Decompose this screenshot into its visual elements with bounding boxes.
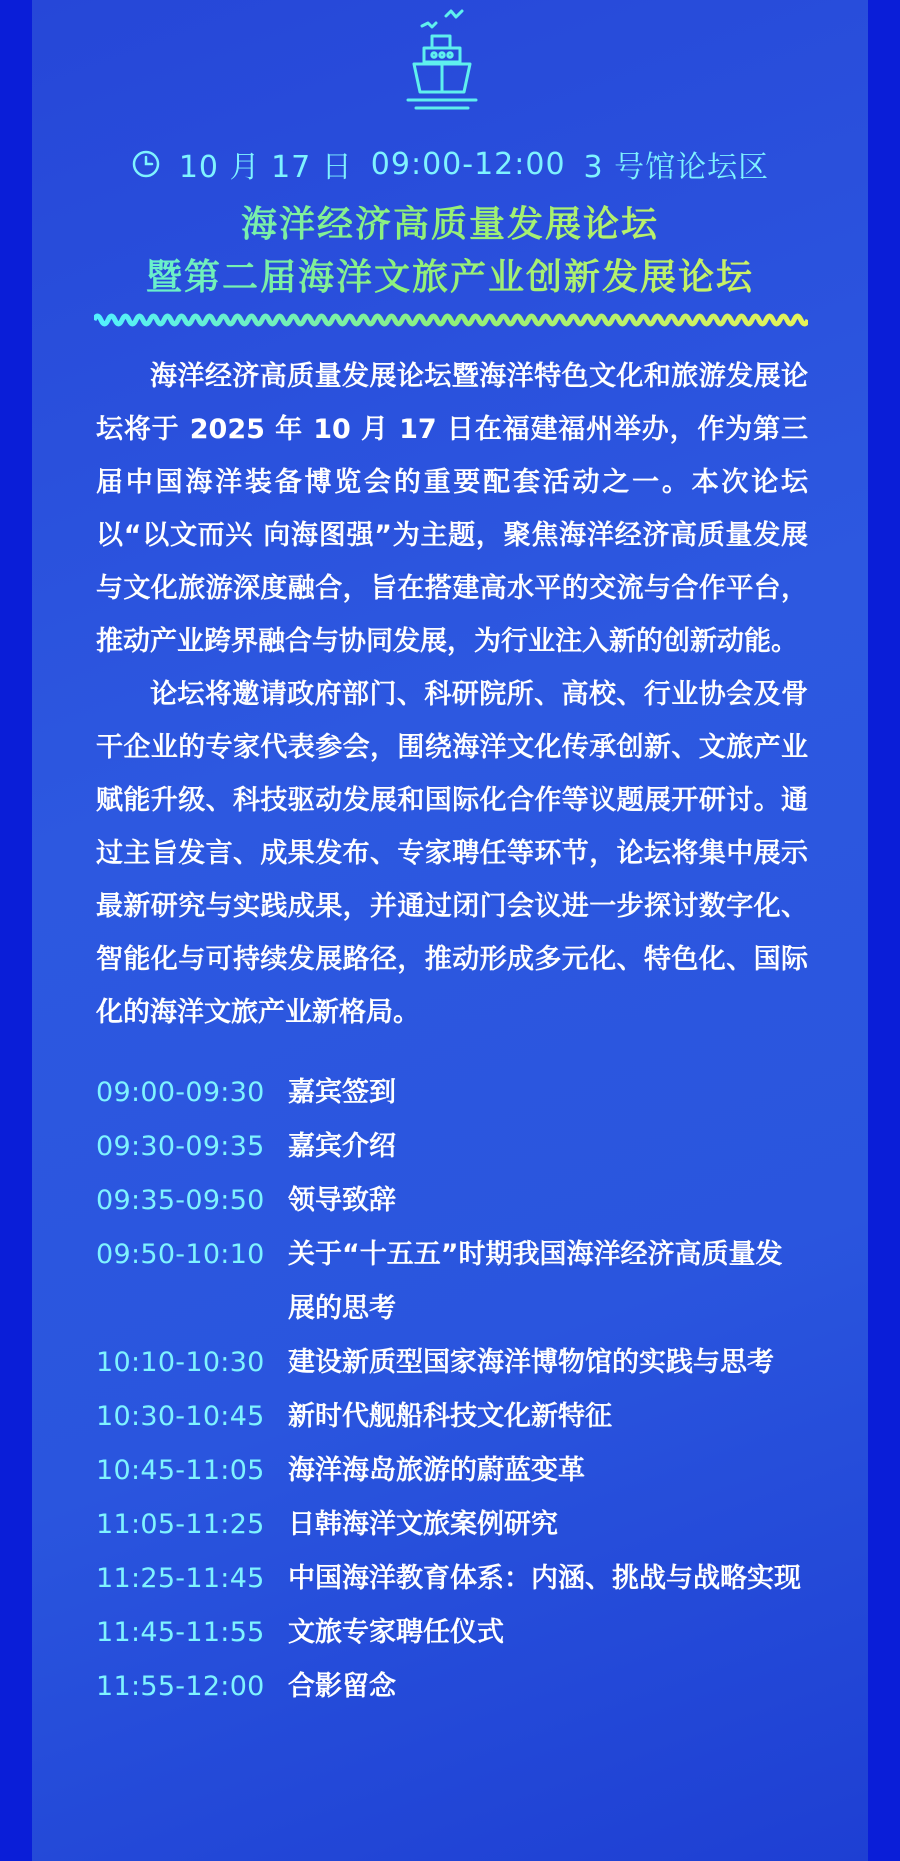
agenda-time: 11:25-11:45 xyxy=(96,1563,265,1594)
event-venue: 3 号馆论坛区 xyxy=(583,150,770,185)
clock-icon xyxy=(131,149,161,179)
event-meta xyxy=(0,142,900,186)
agenda-row xyxy=(96,1174,816,1228)
agenda-topic: 海洋海岛旅游的蔚蓝变革 xyxy=(288,1455,585,1486)
agenda-list xyxy=(96,1066,816,1714)
agenda-row xyxy=(96,1498,816,1552)
agenda-topic: 关于“十五五”时期我国海洋经济高质量发展的思考 xyxy=(288,1239,783,1324)
agenda-row xyxy=(96,1390,816,1444)
agenda-time: 09:00-09:30 xyxy=(96,1077,265,1108)
agenda-row xyxy=(96,1066,816,1120)
agenda-topic: 嘉宾介绍 xyxy=(288,1131,396,1162)
event-time: 09:00-12:00 xyxy=(370,146,566,182)
agenda-time: 10:45-11:05 xyxy=(96,1455,265,1486)
agenda-row xyxy=(96,1120,816,1174)
agenda-time: 09:30-09:35 xyxy=(96,1131,265,1162)
intro-paragraph-1: 海洋经济高质量发展论坛暨海洋特色文化和旅游发展论坛将于 2025 年 10 月 17 日在福建福州举办，作为第三届中国海洋装备博览会的重要配套活动之一。本次论坛以“以文而兴 向海图强”为主题，聚焦海洋经济高质量发展与文化旅游深度融合，旨在搭建高水平的交流与合作平台，推动产业跨界融合与协同发展，为行业注入新的创新动能。 xyxy=(96,361,808,657)
seagull-icon xyxy=(422,23,436,27)
agenda-topic: 中国海洋教育体系：内涵、挑战与战略实现 xyxy=(288,1563,801,1594)
agenda-time: 09:50-10:10 xyxy=(96,1239,265,1270)
agenda-topic: 合影留念 xyxy=(288,1671,396,1702)
agenda-time: 09:35-09:50 xyxy=(96,1185,265,1216)
agenda-topic: 建设新质型国家海洋博物馆的实践与思考 xyxy=(288,1347,774,1378)
agenda-topic: 嘉宾签到 xyxy=(288,1077,396,1108)
agenda-topic: 领导致辞 xyxy=(288,1185,396,1216)
forum-title-line2: 暨第二届海洋文旅产业创新发展论坛 xyxy=(0,249,900,300)
forum-title-line1: 海洋经济高质量发展论坛 xyxy=(0,196,900,247)
agenda-topic: 新时代舰船科技文化新特征 xyxy=(288,1401,612,1432)
agenda-time: 11:55-12:00 xyxy=(96,1671,265,1702)
agenda-row xyxy=(96,1444,816,1498)
agenda-time: 11:45-11:55 xyxy=(96,1617,265,1648)
agenda-row xyxy=(96,1660,816,1714)
event-date: 10 月 17 日 xyxy=(178,150,353,185)
forum-description xyxy=(96,350,808,1039)
agenda-time: 10:10-10:30 xyxy=(96,1347,265,1378)
agenda-time: 10:30-10:45 xyxy=(96,1401,265,1432)
agenda-row xyxy=(96,1606,816,1660)
agenda-topic: 日韩海洋文旅案例研究 xyxy=(288,1509,558,1540)
seagull-icon xyxy=(446,11,462,17)
ship-icon xyxy=(392,6,492,118)
agenda-row xyxy=(96,1336,816,1390)
wave-divider xyxy=(94,310,808,330)
intro-paragraph-2: 论坛将邀请政府部门、科研院所、高校、行业协会及骨干企业的专家代表参会，围绕海洋文化传承创新、文旅产业赋能升级、科技驱动发展和国际化合作等议题展开研讨。通过主旨发言、成果发布、专家聘任等环节，论坛将集中展示最新研究与实践成果，并通过闭门会议进一步探讨数字化、智能化与可持续发展路径，推动形成多元化、特色化、国际化的海洋文旅产业新格局。 xyxy=(96,679,808,1028)
agenda-row xyxy=(96,1552,816,1606)
agenda-topic: 文旅专家聘任仪式 xyxy=(288,1617,504,1648)
agenda-row xyxy=(96,1228,816,1336)
agenda-time: 11:05-11:25 xyxy=(96,1509,265,1540)
